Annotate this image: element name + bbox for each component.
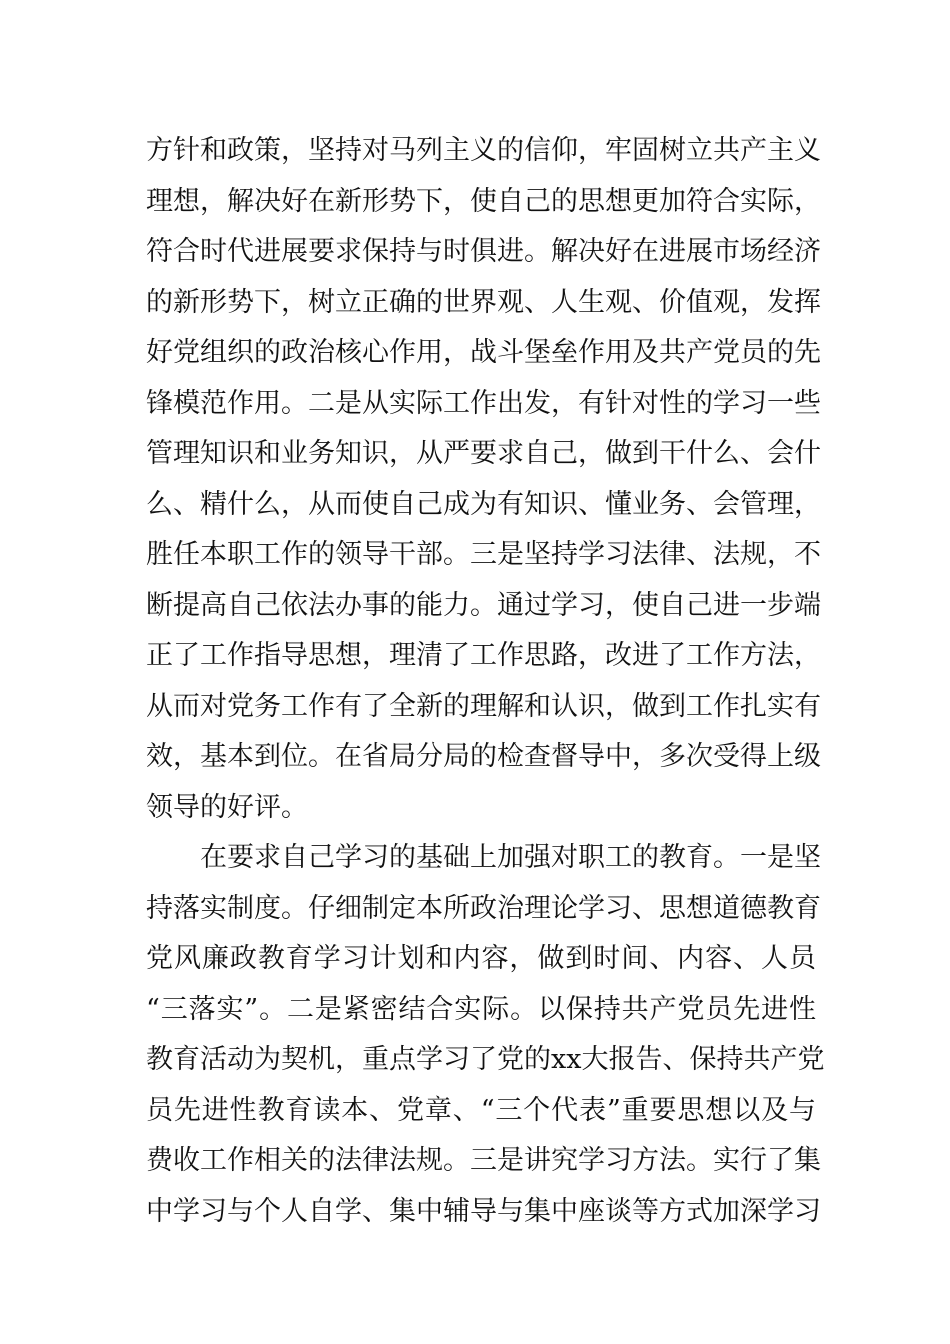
text-line: 锋模范作用。二是从实际工作出发，有针对性的学习一些 <box>146 387 821 419</box>
text-line: 么、精什么，从而使自己成为有知识、懂业务、会管理， <box>146 488 821 520</box>
text-line: 从而对党务工作有了全新的理解和认识，做到工作扎实有 <box>146 690 821 722</box>
text-line: 管理知识和业务知识，从严要求自己，做到干什么、会什 <box>146 438 821 469</box>
text-line: 符合时代进展要求保持与时俱进。解决好在进展市场经济 <box>146 236 821 267</box>
text-line: 断提高自己依法办事的能力。通过学习，使自己进一步端 <box>146 589 821 621</box>
text-line: 员先进性教育读本、党章、“三个代表”重要思想以及与 <box>146 1094 816 1126</box>
text-line: “三落实”。二是紧密结合实际。以保持共产党员先进性 <box>146 993 816 1025</box>
text-line: 理想，解决好在新形势下，使自己的思想更加符合实际， <box>146 185 821 217</box>
text-line: 教育活动为契机，重点学习了党的xx大报告、保持共产党 <box>146 1044 825 1075</box>
text-line: 中学习与个人自学、集中辅导与集中座谈等方式加深学习 <box>146 1195 821 1227</box>
text-line: 的新形势下，树立正确的世界观、人生观、价值观，发挥 <box>146 286 821 318</box>
text-line: 在要求自己学习的基础上加强对职工的教育。一是坚 <box>200 842 821 873</box>
text-line: 效，基本到位。在省局分局的检查督导中，多次受得上级 <box>146 741 821 772</box>
text-line: 党风廉政教育学习计划和内容，做到时间、内容、人员 <box>146 943 816 974</box>
text-line: 胜任本职工作的领导干部。三是坚持学习法律、法规，不 <box>146 539 821 570</box>
text-line: 好党组织的政治核心作用，战斗堡垒作用及共产党员的先 <box>146 337 821 368</box>
text-line: 领导的好评。 <box>146 791 308 823</box>
paragraph-1 <box>146 126 821 833</box>
text-line: 持落实制度。仔细制定本所政治理论学习、思想道德教育 <box>146 892 821 924</box>
paragraph-2 <box>146 833 825 1237</box>
text-line: 费收工作相关的法律法规。三是讲究学习方法。实行了集 <box>146 1145 821 1176</box>
text-line: 正了工作指导思想，理清了工作思路，改进了工作方法， <box>146 640 821 671</box>
document-body <box>146 126 825 1237</box>
text-line: 方针和政策，坚持对马列主义的信仰，牢固树立共产主义 <box>146 135 821 166</box>
